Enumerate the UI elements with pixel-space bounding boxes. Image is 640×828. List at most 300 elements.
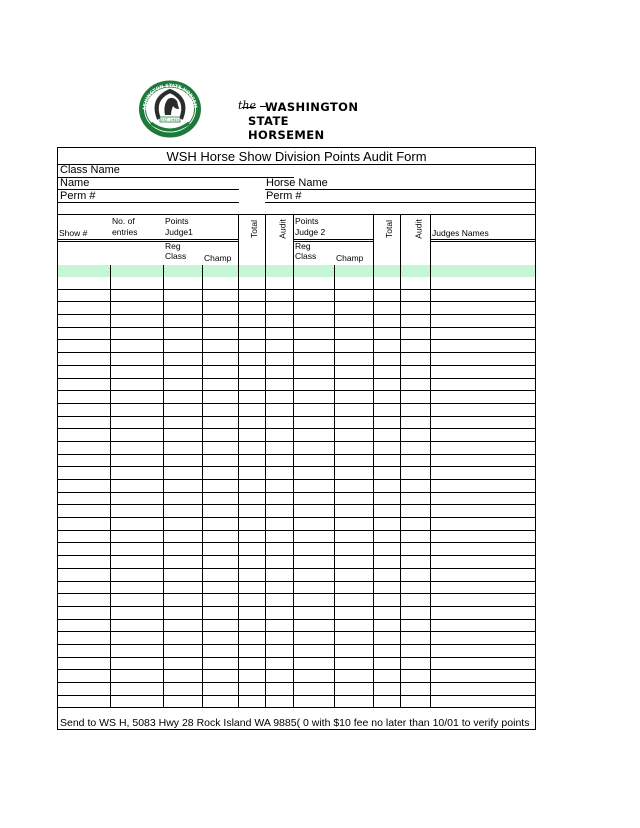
table-cell[interactable] <box>373 328 374 340</box>
table-cell[interactable] <box>238 467 239 479</box>
table-cell[interactable] <box>163 556 164 568</box>
table-cell[interactable] <box>400 340 401 352</box>
table-cell[interactable] <box>238 594 239 606</box>
table-cell[interactable] <box>238 315 239 327</box>
table-cell[interactable] <box>110 670 111 682</box>
table-row[interactable] <box>58 366 535 379</box>
table-cell[interactable] <box>265 315 266 327</box>
table-cell[interactable] <box>400 607 401 619</box>
table-cell[interactable] <box>400 645 401 657</box>
table-cell[interactable] <box>238 683 239 695</box>
table-cell[interactable] <box>163 404 164 416</box>
table-cell[interactable] <box>400 505 401 517</box>
table-cell[interactable] <box>293 569 294 581</box>
table-cell[interactable] <box>400 543 401 555</box>
table-cell[interactable] <box>430 683 431 695</box>
table-cell[interactable] <box>430 277 431 289</box>
table-cell[interactable] <box>400 556 401 568</box>
table-cell[interactable] <box>163 582 164 594</box>
table-cell[interactable] <box>202 315 203 327</box>
table-cell[interactable] <box>202 277 203 289</box>
table-row[interactable] <box>58 417 535 430</box>
table-row[interactable] <box>58 493 535 506</box>
table-row[interactable] <box>58 645 535 658</box>
table-cell[interactable] <box>163 493 164 505</box>
table-cell[interactable] <box>110 632 111 644</box>
table-cell[interactable] <box>373 442 374 454</box>
table-cell[interactable] <box>400 442 401 454</box>
table-cell[interactable] <box>373 594 374 606</box>
table-cell[interactable] <box>238 353 239 365</box>
table-cell[interactable] <box>265 594 266 606</box>
table-cell[interactable] <box>400 620 401 632</box>
table-cell[interactable] <box>110 429 111 441</box>
table-cell[interactable] <box>202 404 203 416</box>
table-cell[interactable] <box>202 429 203 441</box>
table-cell[interactable] <box>334 582 335 594</box>
table-cell[interactable] <box>373 467 374 479</box>
table-cell[interactable] <box>400 429 401 441</box>
table-cell[interactable] <box>373 543 374 555</box>
table-cell[interactable] <box>265 429 266 441</box>
table-cell[interactable] <box>202 607 203 619</box>
table-cell[interactable] <box>202 442 203 454</box>
table-cell[interactable] <box>400 366 401 378</box>
table-cell[interactable] <box>334 518 335 530</box>
table-cell[interactable] <box>110 442 111 454</box>
table-cell[interactable] <box>373 632 374 644</box>
table-cell[interactable] <box>293 620 294 632</box>
table-cell[interactable] <box>334 620 335 632</box>
table-cell[interactable] <box>202 556 203 568</box>
table-cell[interactable] <box>202 505 203 517</box>
table-cell[interactable] <box>110 594 111 606</box>
table-cell[interactable] <box>334 302 335 314</box>
table-cell[interactable] <box>400 658 401 670</box>
table-cell[interactable] <box>430 429 431 441</box>
table-row[interactable] <box>58 442 535 455</box>
table-cell[interactable] <box>430 531 431 543</box>
table-cell[interactable] <box>110 569 111 581</box>
table-cell[interactable] <box>202 353 203 365</box>
table-cell[interactable] <box>400 696 401 708</box>
table-row[interactable] <box>58 683 535 696</box>
table-cell[interactable] <box>430 493 431 505</box>
table-cell[interactable] <box>293 417 294 429</box>
table-cell[interactable] <box>238 607 239 619</box>
table-cell[interactable] <box>238 632 239 644</box>
table-cell[interactable] <box>238 391 239 403</box>
table-cell[interactable] <box>163 417 164 429</box>
table-cell[interactable] <box>265 467 266 479</box>
table-cell[interactable] <box>430 480 431 492</box>
table-cell[interactable] <box>110 277 111 289</box>
table-cell[interactable] <box>373 277 374 289</box>
table-cell[interactable] <box>430 696 431 708</box>
table-cell[interactable] <box>265 340 266 352</box>
table-cell[interactable] <box>430 569 431 581</box>
table-cell[interactable] <box>400 531 401 543</box>
table-cell[interactable] <box>400 290 401 302</box>
table-cell[interactable] <box>202 328 203 340</box>
table-row[interactable] <box>58 353 535 366</box>
table-cell[interactable] <box>110 353 111 365</box>
table-cell[interactable] <box>334 353 335 365</box>
table-cell[interactable] <box>238 658 239 670</box>
table-cell[interactable] <box>163 290 164 302</box>
table-cell[interactable] <box>265 658 266 670</box>
table-row[interactable] <box>58 277 535 290</box>
table-row[interactable] <box>58 467 535 480</box>
table-row[interactable] <box>58 696 535 709</box>
table-cell[interactable] <box>238 379 239 391</box>
table-cell[interactable] <box>110 417 111 429</box>
table-cell[interactable] <box>110 696 111 708</box>
table-row[interactable] <box>58 543 535 556</box>
table-cell[interactable] <box>430 404 431 416</box>
table-cell[interactable] <box>265 417 266 429</box>
table-cell[interactable] <box>163 340 164 352</box>
table-cell[interactable] <box>430 607 431 619</box>
table-row[interactable] <box>58 455 535 468</box>
table-cell[interactable] <box>430 290 431 302</box>
table-cell[interactable] <box>373 505 374 517</box>
table-cell[interactable] <box>110 391 111 403</box>
table-cell[interactable] <box>334 569 335 581</box>
table-cell[interactable] <box>293 366 294 378</box>
table-row[interactable] <box>58 480 535 493</box>
table-cell[interactable] <box>293 543 294 555</box>
table-cell[interactable] <box>400 632 401 644</box>
table-cell[interactable] <box>265 379 266 391</box>
table-cell[interactable] <box>163 455 164 467</box>
table-row[interactable] <box>58 518 535 531</box>
table-cell[interactable] <box>110 658 111 670</box>
table-cell[interactable] <box>373 569 374 581</box>
table-cell[interactable] <box>265 620 266 632</box>
table-cell[interactable] <box>163 645 164 657</box>
table-cell[interactable] <box>430 594 431 606</box>
table-row[interactable] <box>58 582 535 595</box>
table-cell[interactable] <box>400 480 401 492</box>
table-cell[interactable] <box>400 467 401 479</box>
table-cell[interactable] <box>110 315 111 327</box>
table-cell[interactable] <box>400 518 401 530</box>
table-cell[interactable] <box>110 556 111 568</box>
table-cell[interactable] <box>238 620 239 632</box>
table-cell[interactable] <box>238 366 239 378</box>
table-cell[interactable] <box>373 429 374 441</box>
table-cell[interactable] <box>373 518 374 530</box>
table-cell[interactable] <box>163 315 164 327</box>
table-cell[interactable] <box>265 480 266 492</box>
table-cell[interactable] <box>400 493 401 505</box>
table-cell[interactable] <box>202 632 203 644</box>
table-cell[interactable] <box>334 556 335 568</box>
table-cell[interactable] <box>293 442 294 454</box>
table-cell[interactable] <box>293 556 294 568</box>
table-cell[interactable] <box>202 417 203 429</box>
table-cell[interactable] <box>293 379 294 391</box>
table-cell[interactable] <box>293 455 294 467</box>
table-cell[interactable] <box>110 620 111 632</box>
table-cell[interactable] <box>202 696 203 708</box>
table-cell[interactable] <box>430 442 431 454</box>
table-cell[interactable] <box>202 493 203 505</box>
table-cell[interactable] <box>334 543 335 555</box>
table-cell[interactable] <box>373 391 374 403</box>
table-cell[interactable] <box>163 569 164 581</box>
table-cell[interactable] <box>202 543 203 555</box>
table-cell[interactable] <box>265 556 266 568</box>
table-cell[interactable] <box>400 594 401 606</box>
table-cell[interactable] <box>293 290 294 302</box>
table-cell[interactable] <box>430 417 431 429</box>
table-cell[interactable] <box>373 417 374 429</box>
table-row[interactable] <box>58 632 535 645</box>
table-cell[interactable] <box>334 429 335 441</box>
table-cell[interactable] <box>334 696 335 708</box>
table-cell[interactable] <box>430 505 431 517</box>
table-cell[interactable] <box>265 582 266 594</box>
table-row[interactable] <box>58 328 535 341</box>
table-cell[interactable] <box>265 290 266 302</box>
table-cell[interactable] <box>110 302 111 314</box>
table-cell[interactable] <box>202 569 203 581</box>
table-cell[interactable] <box>265 493 266 505</box>
table-cell[interactable] <box>400 404 401 416</box>
table-row[interactable] <box>58 391 535 404</box>
table-cell[interactable] <box>238 543 239 555</box>
table-cell[interactable] <box>238 429 239 441</box>
table-cell[interactable] <box>238 505 239 517</box>
table-cell[interactable] <box>265 353 266 365</box>
table-cell[interactable] <box>400 315 401 327</box>
table-cell[interactable] <box>110 480 111 492</box>
table-cell[interactable] <box>430 645 431 657</box>
table-cell[interactable] <box>430 302 431 314</box>
table-cell[interactable] <box>373 620 374 632</box>
table-cell[interactable] <box>293 315 294 327</box>
table-cell[interactable] <box>293 518 294 530</box>
table-cell[interactable] <box>293 683 294 695</box>
table-cell[interactable] <box>238 455 239 467</box>
table-cell[interactable] <box>334 417 335 429</box>
table-cell[interactable] <box>265 607 266 619</box>
table-cell[interactable] <box>334 404 335 416</box>
table-cell[interactable] <box>202 531 203 543</box>
table-cell[interactable] <box>163 531 164 543</box>
table-cell[interactable] <box>265 696 266 708</box>
table-cell[interactable] <box>202 594 203 606</box>
table-cell[interactable] <box>293 645 294 657</box>
table-cell[interactable] <box>373 455 374 467</box>
table-row[interactable] <box>58 607 535 620</box>
table-cell[interactable] <box>430 315 431 327</box>
table-cell[interactable] <box>293 531 294 543</box>
table-cell[interactable] <box>400 683 401 695</box>
table-cell[interactable] <box>293 429 294 441</box>
table-cell[interactable] <box>238 645 239 657</box>
table-cell[interactable] <box>293 505 294 517</box>
table-cell[interactable] <box>334 645 335 657</box>
table-cell[interactable] <box>110 518 111 530</box>
table-cell[interactable] <box>163 518 164 530</box>
table-cell[interactable] <box>265 518 266 530</box>
table-cell[interactable] <box>163 353 164 365</box>
table-cell[interactable] <box>293 632 294 644</box>
table-cell[interactable] <box>202 582 203 594</box>
table-cell[interactable] <box>265 404 266 416</box>
table-cell[interactable] <box>110 531 111 543</box>
table-row[interactable] <box>58 302 535 315</box>
table-cell[interactable] <box>202 480 203 492</box>
table-cell[interactable] <box>265 366 266 378</box>
table-cell[interactable] <box>163 277 164 289</box>
table-cell[interactable] <box>334 632 335 644</box>
table-cell[interactable] <box>334 607 335 619</box>
table-cell[interactable] <box>110 455 111 467</box>
table-cell[interactable] <box>334 493 335 505</box>
table-cell[interactable] <box>163 505 164 517</box>
table-row[interactable] <box>58 531 535 544</box>
table-cell[interactable] <box>334 442 335 454</box>
table-cell[interactable] <box>163 379 164 391</box>
table-cell[interactable] <box>430 366 431 378</box>
table-cell[interactable] <box>373 290 374 302</box>
table-row[interactable] <box>58 315 535 328</box>
table-cell[interactable] <box>293 328 294 340</box>
table-cell[interactable] <box>265 645 266 657</box>
table-cell[interactable] <box>293 493 294 505</box>
table-cell[interactable] <box>430 543 431 555</box>
table-row[interactable] <box>58 379 535 392</box>
table-cell[interactable] <box>163 670 164 682</box>
table-cell[interactable] <box>400 670 401 682</box>
table-cell[interactable] <box>265 442 266 454</box>
table-cell[interactable] <box>430 328 431 340</box>
table-cell[interactable] <box>430 582 431 594</box>
table-cell[interactable] <box>110 404 111 416</box>
table-cell[interactable] <box>373 366 374 378</box>
table-row[interactable] <box>58 505 535 518</box>
table-cell[interactable] <box>163 302 164 314</box>
table-cell[interactable] <box>265 569 266 581</box>
table-cell[interactable] <box>373 480 374 492</box>
table-cell[interactable] <box>373 379 374 391</box>
table-cell[interactable] <box>293 480 294 492</box>
table-cell[interactable] <box>430 670 431 682</box>
table-cell[interactable] <box>373 493 374 505</box>
table-cell[interactable] <box>293 582 294 594</box>
table-cell[interactable] <box>163 696 164 708</box>
table-cell[interactable] <box>163 543 164 555</box>
table-cell[interactable] <box>373 607 374 619</box>
table-cell[interactable] <box>265 391 266 403</box>
table-row[interactable] <box>58 404 535 417</box>
table-cell[interactable] <box>238 277 239 289</box>
table-cell[interactable] <box>238 480 239 492</box>
table-cell[interactable] <box>430 340 431 352</box>
table-cell[interactable] <box>202 302 203 314</box>
table-cell[interactable] <box>430 632 431 644</box>
table-cell[interactable] <box>202 366 203 378</box>
table-cell[interactable] <box>334 366 335 378</box>
table-cell[interactable] <box>110 543 111 555</box>
table-cell[interactable] <box>163 328 164 340</box>
table-cell[interactable] <box>334 505 335 517</box>
table-cell[interactable] <box>110 582 111 594</box>
table-cell[interactable] <box>238 404 239 416</box>
table-cell[interactable] <box>110 493 111 505</box>
table-cell[interactable] <box>238 340 239 352</box>
table-cell[interactable] <box>430 620 431 632</box>
table-cell[interactable] <box>238 518 239 530</box>
table-row[interactable] <box>58 569 535 582</box>
table-cell[interactable] <box>110 328 111 340</box>
table-cell[interactable] <box>265 505 266 517</box>
table-cell[interactable] <box>110 607 111 619</box>
table-cell[interactable] <box>334 277 335 289</box>
table-cell[interactable] <box>373 302 374 314</box>
table-cell[interactable] <box>202 518 203 530</box>
table-cell[interactable] <box>202 620 203 632</box>
table-row[interactable] <box>58 620 535 633</box>
table-cell[interactable] <box>163 658 164 670</box>
table-cell[interactable] <box>202 391 203 403</box>
table-cell[interactable] <box>334 594 335 606</box>
table-cell[interactable] <box>265 302 266 314</box>
table-cell[interactable] <box>110 366 111 378</box>
table-cell[interactable] <box>202 658 203 670</box>
table-cell[interactable] <box>373 531 374 543</box>
table-cell[interactable] <box>373 696 374 708</box>
table-cell[interactable] <box>163 480 164 492</box>
table-cell[interactable] <box>373 353 374 365</box>
table-cell[interactable] <box>265 632 266 644</box>
table-cell[interactable] <box>265 531 266 543</box>
table-cell[interactable] <box>238 417 239 429</box>
table-cell[interactable] <box>400 353 401 365</box>
table-cell[interactable] <box>163 467 164 479</box>
table-row[interactable] <box>58 670 535 683</box>
table-cell[interactable] <box>373 404 374 416</box>
table-cell[interactable] <box>293 340 294 352</box>
table-cell[interactable] <box>430 467 431 479</box>
table-cell[interactable] <box>238 582 239 594</box>
table-cell[interactable] <box>238 442 239 454</box>
table-cell[interactable] <box>293 607 294 619</box>
table-cell[interactable] <box>400 582 401 594</box>
table-cell[interactable] <box>334 328 335 340</box>
table-cell[interactable] <box>373 582 374 594</box>
table-row[interactable] <box>58 290 535 303</box>
table-cell[interactable] <box>163 607 164 619</box>
table-cell[interactable] <box>334 379 335 391</box>
table-cell[interactable] <box>430 353 431 365</box>
table-cell[interactable] <box>334 455 335 467</box>
table-cell[interactable] <box>238 493 239 505</box>
table-cell[interactable] <box>110 505 111 517</box>
table-cell[interactable] <box>163 594 164 606</box>
table-cell[interactable] <box>334 683 335 695</box>
table-cell[interactable] <box>293 353 294 365</box>
table-cell[interactable] <box>430 455 431 467</box>
table-row[interactable] <box>58 658 535 671</box>
table-cell[interactable] <box>163 366 164 378</box>
table-cell[interactable] <box>430 391 431 403</box>
table-cell[interactable] <box>110 683 111 695</box>
